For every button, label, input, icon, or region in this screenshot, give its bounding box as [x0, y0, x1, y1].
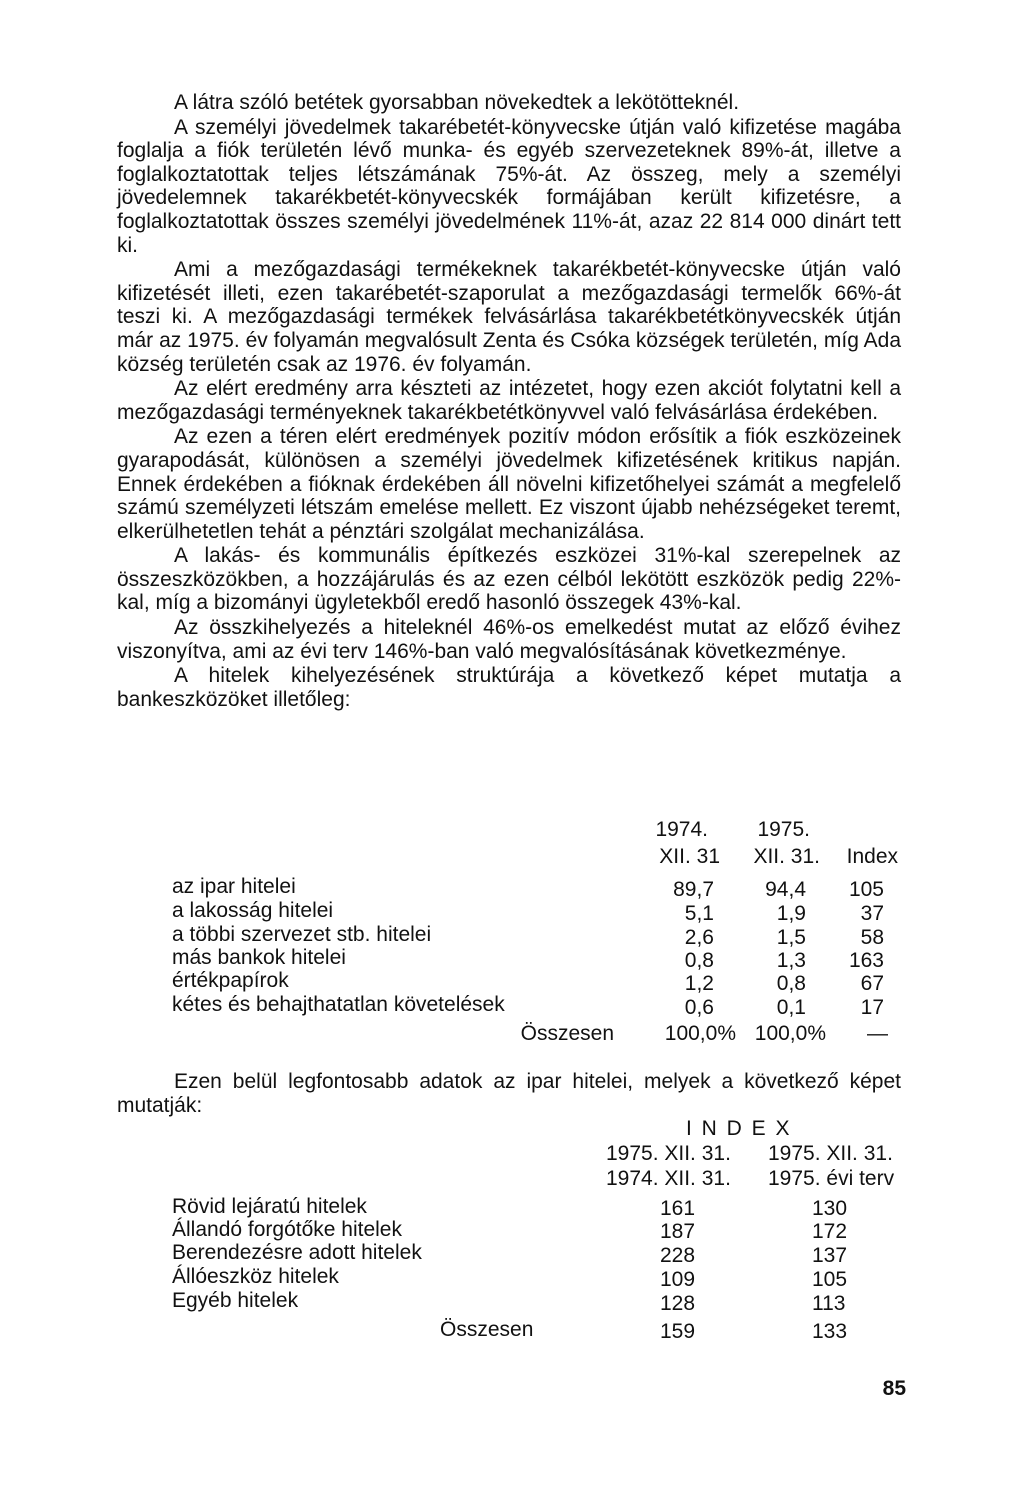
row-value-1975: 94,4 [765, 878, 806, 901]
row-label: más bankok hitelei [172, 946, 346, 969]
header-date-1974: XII. 31 [659, 845, 720, 868]
row-index-b: 105 [812, 1268, 848, 1291]
row-index: 67 [860, 972, 884, 995]
body-text [117, 91, 901, 711]
total-label: Összesen [520, 1022, 614, 1045]
paragraph: Ezen belül legfontosabb adatok az ipar hitelei, melyek a következő képet mutatják: [117, 1070, 901, 1117]
row-label: Rövid lejáratú hitelek [172, 1195, 367, 1218]
row-label: kétes és behajthatatlan követelések [172, 993, 505, 1016]
header-index: Index [846, 845, 898, 868]
row-index-a: 109 [660, 1268, 696, 1291]
row-label: a többi szervezet stb. hitelei [172, 923, 432, 946]
row-value-1975: 0,8 [776, 972, 806, 995]
col1-header-bottom: 1974. XII. 31. [606, 1167, 731, 1190]
row-label: az ipar hitelei [172, 875, 296, 898]
row-value-1974: 5,1 [684, 902, 714, 925]
row-value-1975: 1,3 [776, 949, 806, 972]
row-index: 17 [860, 996, 884, 1019]
paragraph: A személyi jövedelmek takarébetét-könyvecske útján való kifizetése magába foglalja a fiók területén lévő munka- és egyéb szervezeteknek 89%-át, illetve a foglalkoztatottak teljes létszámának 75%-át. Az összeg, mely a személyi jövedelemnek takarékbetét-könyvecskék formájában került kifizetésre, a foglalkoztatottak összes személyi jövedelmének 11%-át, azaz 22 814 000 dinárt tett ki. [117, 115, 901, 257]
paragraph: Ami a mezőgazdasági termékeknek takarékbetét-könyvecske útján való kifizetését illeti, ezen takarébetét-szaporulat a mezőgazdasági termelők 66%-át teszi ki. A mezőgazdasági termékek felvásárlása takarékbetétkönyvecskék útján már az 1975. év folyamán megvalósult Zenta és Csóka községek területén, míg Ada község területén csak az 1976. év folyamán. [117, 258, 901, 376]
page-number: 85 [882, 1377, 906, 1400]
col2-header-bottom: 1975. évi terv [768, 1167, 895, 1190]
row-index: 58 [860, 926, 884, 949]
paragraph: Az elért eredmény arra készteti az intézetet, hogy ezen akciót folytatni kell a mezőgazdasági terményeknek takarékbetétkönyvvel való felvásárlása érdekében. [117, 377, 901, 424]
row-value-1974: 2,6 [684, 926, 714, 949]
total-label: Összesen [440, 1318, 534, 1341]
row-index-b: 172 [812, 1220, 848, 1243]
row-label: Berendezésre adott hitelek [172, 1241, 422, 1264]
total-index-a: 159 [660, 1320, 696, 1343]
row-index-b: 130 [812, 1197, 848, 1220]
paragraph: A látra szóló betétek gyorsabban növekedtek a lekötötteknél. [174, 91, 740, 114]
total-index-b: 133 [812, 1320, 848, 1343]
total-value-1974: 100,0% [664, 1022, 736, 1045]
paragraph: A lakás- és kommunális építkezés eszközei 31%-kal szerepelnek az összeszközökben, a hozzájárulás és az ezen célból lekötött eszközök pedig 22%-kal, míg a bizományi ügyletekből eredő hasonló összegek 43%-kal. [117, 544, 901, 615]
row-label: Állandó forgótőke hitelek [172, 1218, 402, 1241]
row-label: Állóeszköz hitelek [172, 1265, 339, 1288]
row-label: Egyéb hitelek [172, 1289, 299, 1312]
row-value-1974: 0,8 [684, 949, 714, 972]
paragraph: A hitelek kihelyezésének struktúrája a következő képet mutatja a bankeszközöket illetőleg: [117, 664, 901, 711]
row-index-b: 113 [812, 1292, 846, 1315]
col2-header-top: 1975. XII. 31. [768, 1142, 893, 1165]
col1-header-top: 1975. XII. 31. [606, 1142, 731, 1165]
row-index-a: 128 [660, 1292, 696, 1315]
row-label: értékpapírok [172, 969, 289, 992]
paragraph: Az összkihelyezés a hiteleknél 46%-os emelkedést mutat az előző évihez viszonyítva, ami az évi terv 146%-ban való megvalósításának következménye. [117, 616, 901, 663]
header-year-1974: 1974. [655, 818, 708, 841]
row-value-1974: 1,2 [684, 972, 714, 995]
row-index: 163 [848, 949, 884, 972]
row-value-1974: 0,6 [684, 996, 714, 1019]
row-index-a: 187 [660, 1220, 696, 1243]
row-index: 105 [848, 878, 884, 901]
row-label: a lakosság hitelei [172, 899, 334, 922]
row-value-1975: 1,5 [776, 926, 806, 949]
header-year-1975: 1975. [757, 818, 810, 841]
row-index-a: 161 [660, 1197, 696, 1220]
row-index-b: 137 [812, 1244, 848, 1267]
paragraph: Az ezen a téren elért eredmények pozitív módon erősítik a fiók eszközeinek gyarapodását, különösen a személyi jövedelmek kifizetésének kritikus napján. Ennek érdekében a fióknak érdekében áll növelni kifizetőhelyei számát a megfelelő számú személyzeti létszám emelése mellett. Ez viszont újabb nehézségeket teremt, elkerülhetetlen tehát a pénztári szolgálat mechanizálása. [117, 425, 901, 543]
row-value-1974: 89,7 [673, 878, 714, 901]
total-index: — [867, 1022, 888, 1045]
row-value-1975: 1,9 [776, 902, 806, 925]
table2-intro [117, 1070, 901, 1117]
row-value-1975: 0,1 [776, 996, 806, 1019]
row-index: 37 [860, 902, 884, 925]
total-value-1975: 100,0% [754, 1022, 826, 1045]
header-date-1975: XII. 31. [753, 845, 820, 868]
row-index-a: 228 [660, 1244, 696, 1267]
index-title: I N D E X [686, 1117, 792, 1140]
